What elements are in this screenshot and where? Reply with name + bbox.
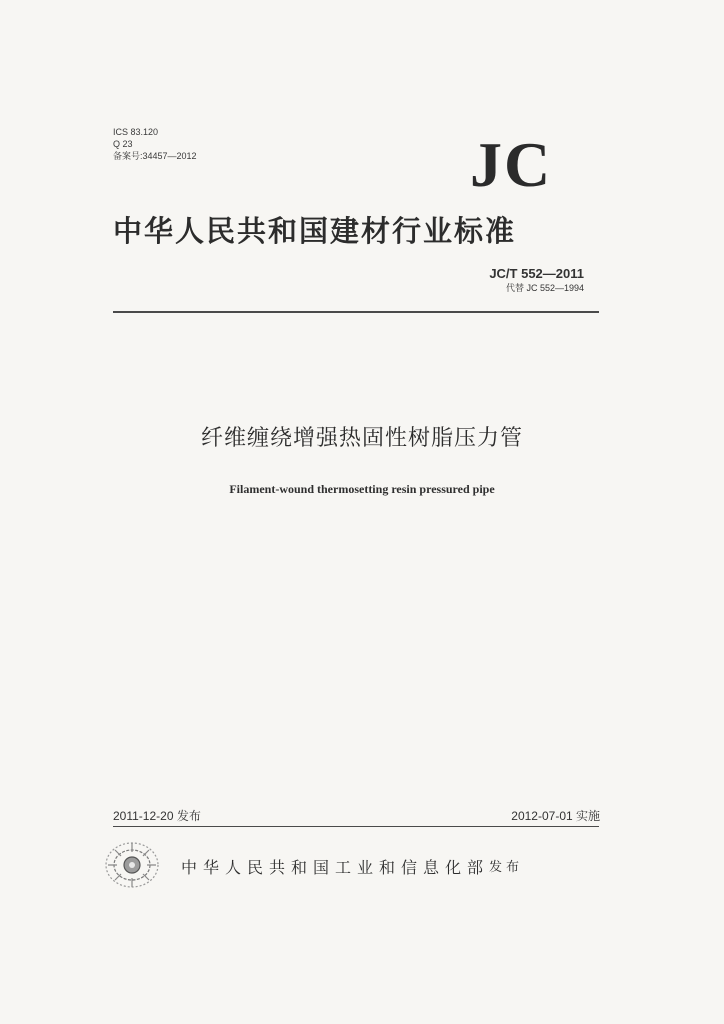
publisher-name: 中华人民共和国工业和信息化部 (181, 858, 490, 877)
footer-divider (113, 826, 599, 827)
header-divider (113, 311, 599, 313)
publish-label: 发布 (489, 860, 524, 875)
implementation-date: 2012-07-01 实施 (511, 809, 600, 823)
filing-number: 备案号:34457—2012 (113, 151, 197, 161)
standard-number-block (489, 266, 584, 294)
issue-date: 2011-12-20 发布 (113, 809, 201, 823)
classification-block (113, 126, 197, 162)
ministry-emblem-icon (103, 840, 161, 890)
replaced-standard: 代替 JC 552—1994 (505, 283, 584, 293)
standard-category-title: 中华人民共和国建材行业标准 (113, 214, 517, 248)
ics-code: ICS 83.120 (113, 127, 159, 137)
document-title-chinese: 纤维缠绕增强热固性树脂压力管 (200, 426, 523, 451)
standard-number: JC/T 552—2011 (489, 266, 584, 281)
jc-logo: JC (470, 129, 553, 200)
document-title-english: Filament-wound thermosetting resin pressured pipe (229, 482, 495, 496)
ccs-code: Q 23 (113, 139, 133, 149)
